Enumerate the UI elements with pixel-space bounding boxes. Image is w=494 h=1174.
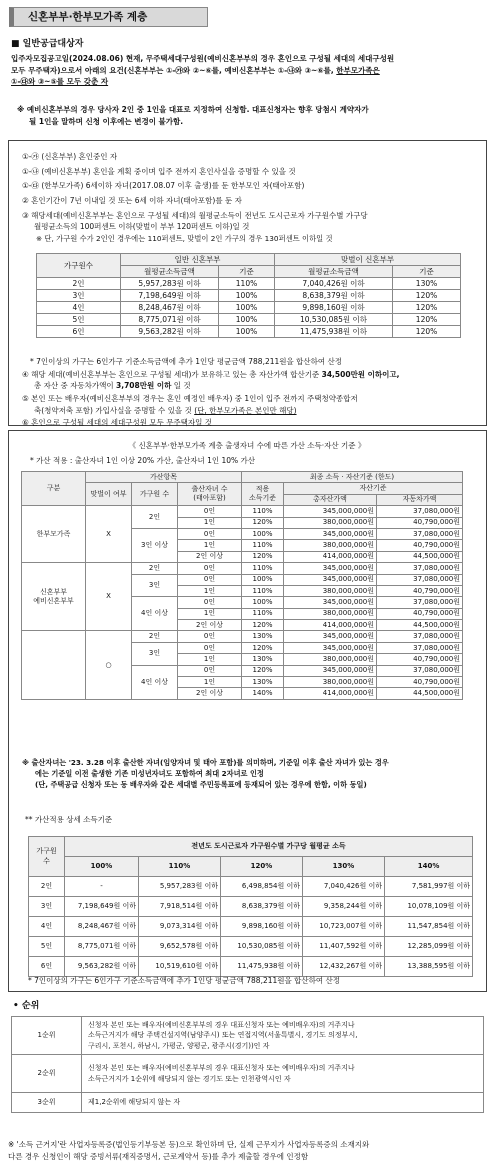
child-children: 1인 [178, 517, 242, 528]
income-h-std-b: 기준 [393, 266, 461, 278]
child-car-value: 40,790,000원 [377, 585, 463, 596]
income-dual-pct: 130% [393, 278, 461, 290]
detail-value: 9,073,314원 이하 [139, 917, 221, 937]
child-footnote-2: 에는 기준일 이전 출생한 기존 미성년자녀도 포함하여 최대 2자녀로 인정 [35, 769, 264, 779]
income-row [37, 290, 461, 302]
income-dual-pct: 120% [393, 314, 461, 326]
child-car-value: 37,080,000원 [377, 528, 463, 539]
income-single-pct: 100% [219, 314, 275, 326]
detail-members: 3인 [29, 897, 65, 917]
child-members: 2인 [132, 631, 178, 642]
child-children: 0인 [178, 563, 242, 574]
req-7a: ⑤ 본인 또는 배우자(예비신혼부부의 경우는 혼인 예정인 배우자) 중 1인이 입주 전까지 주택청약종합저 [22, 393, 358, 403]
child-children: 1인 [178, 540, 242, 551]
req-7b-u: (단, 한부모가족은 본인만 해당) [194, 405, 297, 415]
income-row [37, 326, 461, 338]
income-h-std-a: 기준 [219, 266, 275, 278]
req-6a-b: 34,500만원 이하 [321, 369, 383, 379]
child-car-value: 37,080,000원 [377, 563, 463, 574]
priority-notes [8, 1139, 488, 1162]
child-total-asset: 414,000,000원 [284, 551, 377, 562]
req-6a [22, 369, 487, 381]
note-line-1: ※ 예비신혼부부의 경우 당사자 2인 중 1인을 대표로 지정하여 신청함. 대표신청자는 향후 당첨시 계약자가 [17, 105, 369, 114]
detail-col-header: 140% [385, 857, 473, 877]
detail-members: 6인 [29, 957, 65, 977]
detail-row [29, 917, 473, 937]
req-6b-1: 총 자산 중 자동차가액이 [34, 381, 116, 391]
intro-line-2u: 한부모가족은 [336, 65, 380, 75]
detail-col-header: 120% [221, 857, 303, 877]
income-single-amount: 7,198,649원 이하 [121, 290, 219, 302]
detail-value: 10,530,085원 이하 [221, 937, 303, 957]
child-total-asset: 414,000,000원 [284, 688, 377, 699]
child-car-value: 37,080,000원 [377, 574, 463, 585]
child-h-dual: 맞벌이 여부 [86, 483, 132, 506]
income-single-amount: 5,957,283원 이하 [121, 278, 219, 290]
priority-desc [82, 1093, 484, 1113]
child-h-children-1: 출산자녀 수 [191, 485, 228, 494]
detail-table [28, 836, 473, 977]
child-car-value: 44,500,000원 [377, 551, 463, 562]
detail-value: 5,957,283원 이하 [139, 877, 221, 897]
detail-h-members-1: 가구원 [36, 847, 57, 856]
child-h-car: 자동차가액 [377, 494, 463, 505]
child-car-value: 40,790,000원 [377, 540, 463, 551]
intro-line-3u: ①-㉰와 ③~⑤를 모두 갖춘 자 [11, 77, 109, 87]
detail-value: 7,040,426원 이하 [303, 877, 385, 897]
child-group-dual: X [86, 506, 132, 563]
detail-value: 7,198,649원 이하 [65, 897, 139, 917]
income-dual-pct: 120% [393, 302, 461, 314]
child-car-value: 40,790,000원 [377, 517, 463, 528]
child-h-members: 가구원 수 [132, 483, 178, 506]
detail-value: 9,358,244원 이하 [303, 897, 385, 917]
child-group-name-1: 신혼부부 [39, 587, 68, 596]
detail-value: 10,078,109원 이하 [385, 897, 473, 917]
priority-desc-line: 소득근거지가 1순위에 해당되지 않는 경기도 또는 인천광역시인 자 [88, 1074, 291, 1083]
child-total-asset: 345,000,000원 [284, 574, 377, 585]
child-footnotes [22, 757, 484, 790]
child-h-asset: 자산기준 [284, 483, 463, 494]
child-children: 1인 [178, 677, 242, 688]
child-members: 4인 이상 [132, 665, 178, 699]
child-pct: 130% [242, 677, 284, 688]
priority-desc-line: 소득근거지가 해당 주택건설지역(남양주시) 또는 연접지역(서울특별시, 경기도 의정부시, [88, 1031, 358, 1040]
income-h-single: 일반 신혼부부 [121, 254, 275, 266]
income-row [37, 302, 461, 314]
child-h-apply [242, 483, 284, 506]
income-members: 5인 [37, 314, 121, 326]
child-pct: 110% [242, 563, 284, 574]
child-pct: 110% [242, 608, 284, 619]
income-dual-pct: 120% [393, 326, 461, 338]
req-7b [22, 405, 487, 417]
child-pct: 110% [242, 506, 284, 517]
req-5c: ※ 단, 가구원 수가 2인인 경우에는 110퍼센트, 맞벌이 2인 가구의 경우 130퍼센트 이하일 것 [36, 233, 333, 243]
child-total-asset: 380,000,000원 [284, 654, 377, 665]
child-pct: 120% [242, 517, 284, 528]
general-intro [11, 53, 487, 88]
child-car-value: 37,080,000원 [377, 506, 463, 517]
priority-rank: 1순위 [12, 1017, 82, 1055]
intro-line-2a: 모두 무주택자)으로서 아래의 요건(신혼부부는 ①-㉮와 ②~⑥를, 예비신혼부부는 ①-㉯와 ③~⑥를, [11, 65, 337, 75]
child-members: 2인 [132, 563, 178, 574]
child-total-asset: 345,000,000원 [284, 642, 377, 653]
detail-value: 7,581,997원 이하 [385, 877, 473, 897]
child-car-value: 40,790,000원 [377, 677, 463, 688]
child-members: 3인 이상 [132, 528, 178, 562]
intro-line-2 [11, 65, 487, 77]
req-3: ①-㉰ (한부모가족) 6세이하 자녀(2017.08.07 이후 출생)를 둔 한부모인 자(태아포함) [22, 181, 305, 191]
intro-line-3 [11, 76, 487, 88]
detail-title: ** 가산적용 상세 소득기준 [25, 815, 113, 824]
detail-value: 12,432,267원 이하 [303, 957, 385, 977]
child-car-value: 40,790,000원 [377, 654, 463, 665]
detail-row [29, 937, 473, 957]
income-single-pct: 100% [219, 326, 275, 338]
detail-value: 11,475,938원 이하 [221, 957, 303, 977]
after-table-notes [22, 356, 487, 429]
detail-value: 8,775,071원 이하 [65, 937, 139, 957]
child-group-name-2: 예비신혼부부 [33, 596, 74, 605]
child-total-asset: 380,000,000원 [284, 585, 377, 596]
priority-desc [82, 1017, 484, 1055]
priority-row [12, 1055, 484, 1093]
child-group-dual: ○ [86, 631, 132, 699]
detail-value: 9,652,578원 이하 [139, 937, 221, 957]
child-children: 0인 [178, 642, 242, 653]
child-total-asset: 345,000,000원 [284, 665, 377, 676]
income-h-members: 가구원수 [37, 254, 121, 278]
child-pct: 120% [242, 665, 284, 676]
child-total-asset: 380,000,000원 [284, 677, 377, 688]
income-single-amount: 8,248,467원 이하 [121, 302, 219, 314]
income-h-income-a: 월평균소득금액 [121, 266, 219, 278]
priority-desc [82, 1055, 484, 1093]
detail-value: 8,248,467원 이하 [65, 917, 139, 937]
child-pct: 120% [242, 551, 284, 562]
priority-rank: 3순위 [12, 1093, 82, 1113]
income-dual-amount: 9,898,160원 이하 [275, 302, 393, 314]
child-children: 0인 [178, 597, 242, 608]
child-total-asset: 414,000,000원 [284, 620, 377, 631]
detail-col-header: 100% [65, 857, 139, 877]
child-pct: 110% [242, 540, 284, 551]
child-total-asset: 380,000,000원 [284, 517, 377, 528]
detail-value: 6,498,854원 이하 [221, 877, 303, 897]
income-dual-amount: 10,530,085원 이하 [275, 314, 393, 326]
child-table [21, 471, 463, 700]
intro-line-1: 입주자모집공고일(2024.08.06) 현재, 무주택세대구성원(예비신혼부부의 경우 혼인으로 구성될 세대의 세대구성원 [11, 54, 395, 63]
child-children: 1인 [178, 585, 242, 596]
child-h-total: 총자산가액 [284, 494, 377, 505]
priority-desc-line: 구리시, 포천시, 하남시, 가평군, 양평군, 광주시(경기))인 자 [88, 1041, 270, 1050]
req-8: ⑥ 혼인으로 구성될 세대의 세대구성원 모두 무주택자일 것 [22, 418, 213, 428]
child-group-name [22, 563, 86, 631]
child-children: 1인 [178, 608, 242, 619]
child-h-final: 최종 소득 · 자산기준 (한도) [242, 472, 463, 483]
child-pct: 110% [242, 585, 284, 596]
detail-row [29, 957, 473, 977]
income-row [37, 278, 461, 290]
child-total-asset: 380,000,000원 [284, 608, 377, 619]
child-car-value: 37,080,000원 [377, 631, 463, 642]
income-single-pct: 100% [219, 302, 275, 314]
req-5a: ③ 해당세대(예비신혼부부는 혼인으로 구성될 세대)의 월평균소득이 전년도 도시근로자 가구원수별 가구당 [22, 210, 368, 220]
child-members: 3인 [132, 642, 178, 665]
detail-h-members [29, 837, 65, 877]
income-members: 6인 [37, 326, 121, 338]
child-children: 2인 이상 [178, 620, 242, 631]
income-h-dual: 맞벌이 신혼부부 [275, 254, 461, 266]
child-children: 0인 [178, 574, 242, 585]
income-single-amount: 9,563,282원 이하 [121, 326, 219, 338]
child-car-value: 40,790,000원 [377, 608, 463, 619]
req-5b: 월평균소득의 100퍼센트 이하(맞벌이 부부 120퍼센트 이하)일 것 [34, 222, 250, 232]
income-dual-pct: 120% [393, 290, 461, 302]
detail-h-main: 전년도 도시근로자 가구원수별 가구당 월평균 소득 [65, 837, 473, 857]
section-title: 신혼부부·한부모가족 계층 [9, 7, 208, 27]
req-6b-b: 3,708만원 이하 [116, 381, 172, 391]
child-h-addon: 가산항목 [86, 472, 242, 483]
child-total-asset: 345,000,000원 [284, 506, 377, 517]
priority-desc-line: 신청자 본인 또는 배우자(예비신혼부부의 경우 대표신청자 또는 예비배우자)의 거주지나 [88, 1021, 355, 1030]
child-pct: 100% [242, 597, 284, 608]
req-1: ①-㉮ (신혼부부) 혼인중인 자 [22, 152, 118, 161]
child-car-value: 44,500,000원 [377, 620, 463, 631]
income-dual-amount: 8,638,379원 이하 [275, 290, 393, 302]
req-7b-1: 축(청약저축 포함) 가입사실을 증명할 수 있을 것 [34, 405, 195, 415]
child-h-apply-1: 적용 [255, 485, 270, 494]
note-7plus: * 7인이상의 가구는 6인가구 기준소득금액에 추가 1인당 평균금액 788,211원을 합산하여 산정 [30, 357, 343, 366]
child-pct: 120% [242, 642, 284, 653]
priority-row [12, 1017, 484, 1055]
child-pct: 130% [242, 654, 284, 665]
child-total-asset: 380,000,000원 [284, 540, 377, 551]
detail-value: - [65, 877, 139, 897]
income-single-pct: 100% [219, 290, 275, 302]
detail-members: 2인 [29, 877, 65, 897]
general-heading: ■ 일반공급대상자 [11, 39, 84, 49]
income-dual-amount: 11,475,938원 이하 [275, 326, 393, 338]
detail-row [29, 897, 473, 917]
child-car-value: 44,500,000원 [377, 688, 463, 699]
detail-value: 9,563,282원 이하 [65, 957, 139, 977]
detail-value: 10,723,007원 이하 [303, 917, 385, 937]
detail-col-header: 110% [139, 857, 221, 877]
child-group-name [22, 506, 86, 563]
child-h-apply-2: 소득기준 [248, 494, 277, 503]
detail-members: 4인 [29, 917, 65, 937]
detail-row [29, 877, 473, 897]
child-car-value: 37,080,000원 [377, 665, 463, 676]
req-4: ② 혼인기간이 7년 이내일 것 또는 6세 이하 자녀(태아포함)를 둔 자 [22, 195, 242, 205]
detail-value: 12,285,099원 이하 [385, 937, 473, 957]
child-members: 3인 [132, 574, 178, 597]
priority-rank: 2순위 [12, 1055, 82, 1093]
child-row [22, 631, 463, 642]
child-children: 0인 [178, 506, 242, 517]
child-children: 0인 [178, 631, 242, 642]
child-h-children-2: (태아포함) [193, 494, 226, 503]
detail-value: 11,547,854원 이하 [385, 917, 473, 937]
detail-members: 5인 [29, 937, 65, 957]
detail-value: 13,388,595원 이하 [385, 957, 473, 977]
req-2: ①-㉯ (예비신혼부부) 혼인을 계획 중이며 입주 전까지 혼인사실을 증명할 수 있을 것 [22, 166, 296, 176]
child-members: 2인 [132, 506, 178, 529]
child-pct: 120% [242, 620, 284, 631]
child-children: 0인 [178, 528, 242, 539]
child-children: 1인 [178, 654, 242, 665]
child-car-value: 37,080,000원 [377, 597, 463, 608]
child-children: 0인 [178, 665, 242, 676]
general-note [17, 104, 487, 127]
requirements-list [22, 151, 482, 244]
note-line-2: 될 1인을 말하며 신청 이후에는 변경이 불가함. [29, 116, 184, 126]
detail-value: 10,519,610원 이하 [139, 957, 221, 977]
child-car-value: 37,080,000원 [377, 642, 463, 653]
req-6a-1: ④ 해당 세대(예비신혼부부는 혼인으로 구성될 세대)가 보유하고 있는 총 자산가액 합산기준 [22, 369, 322, 379]
child-row [22, 506, 463, 517]
req-6b-2: 일 것 [171, 381, 191, 391]
detail-h-members-2: 수 [43, 856, 50, 865]
income-dual-amount: 7,040,426원 이하 [275, 278, 393, 290]
priority-desc-line: 제1,2순위에 해당되지 않는 자 [88, 1098, 181, 1107]
child-total-asset: 345,000,000원 [284, 528, 377, 539]
priority-table [11, 1016, 484, 1113]
income-single-amount: 8,775,071원 이하 [121, 314, 219, 326]
child-group-dual: X [86, 563, 132, 631]
priority-note-2: 다른 경우 신청인이 해당 증빙서류(재직증명서, 근로계약서 등)를 추가 제출할 경우에 인정함 [8, 1151, 309, 1161]
child-h-type: 구분 [22, 472, 86, 506]
income-members: 3인 [37, 290, 121, 302]
child-group-name [22, 631, 86, 699]
req-6a-2: 이고, [382, 369, 400, 379]
req-6b [22, 380, 487, 392]
child-total-asset: 345,000,000원 [284, 631, 377, 642]
income-table [36, 253, 461, 338]
child-pct: 130% [242, 631, 284, 642]
income-members: 2인 [37, 278, 121, 290]
child-pct: 100% [242, 528, 284, 539]
detail-value: 11,407,592원 이하 [303, 937, 385, 957]
child-group-name-1: 한부모가족 [36, 529, 71, 538]
priority-heading: • 순위 [13, 1001, 40, 1011]
child-title: 《 신혼부부·한부모가족 계층 출생자녀 수에 따른 가산 소득·자산 기준 》 [128, 441, 366, 450]
detail-col-header: 130% [303, 857, 385, 877]
child-pct: 140% [242, 688, 284, 699]
priority-note-1: ※ '소득 근거지'란 사업자등록증(법인등기부등본 등)으로 확인하며 단, 실제 근무지가 사업자등록증의 소재지와 [8, 1140, 370, 1149]
child-total-asset: 345,000,000원 [284, 563, 377, 574]
income-h-income-b: 월평균소득금액 [275, 266, 393, 278]
detail-value: 7,918,514원 이하 [139, 897, 221, 917]
income-single-pct: 110% [219, 278, 275, 290]
child-footnote-3: (단, 주택공급 신청자 또는 동 배우자와 같은 세대별 주민등록표에 등재되어 있는 경우에 한함, 이하 동일) [35, 780, 367, 790]
child-row [22, 563, 463, 574]
detail-value: 9,898,160원 이하 [221, 917, 303, 937]
detail-note: * 7인이상의 가구는 6인가구 기준소득금액에 추가 1인당 평균금액 788,211원을 합산하여 산정 [28, 976, 341, 985]
child-children: 2인 이상 [178, 551, 242, 562]
child-note: * 가산 적용 : 출산자녀 1인 이상 20% 가산, 출산자녀 1인 10% 가산 [30, 456, 256, 465]
child-pct: 100% [242, 574, 284, 585]
child-h-children [178, 483, 242, 506]
child-children: 2인 이상 [178, 688, 242, 699]
income-members: 4인 [37, 302, 121, 314]
priority-row [12, 1093, 484, 1113]
priority-desc-line: 신청자 본인 또는 배우자(예비신혼부부의 경우 대표신청자 또는 예비배우자)의 거주지나 [88, 1064, 355, 1073]
child-footnote-1: ※ 출산자녀는 '23. 3.28 이후 출산한 자녀(임양자녀 및 태아 포함)를 의미하며, 기준일 이후 출산 자녀가 있는 경우 [22, 758, 389, 767]
child-members: 4인 이상 [132, 597, 178, 631]
income-row [37, 314, 461, 326]
child-total-asset: 345,000,000원 [284, 597, 377, 608]
detail-value: 8,638,379원 이하 [221, 897, 303, 917]
